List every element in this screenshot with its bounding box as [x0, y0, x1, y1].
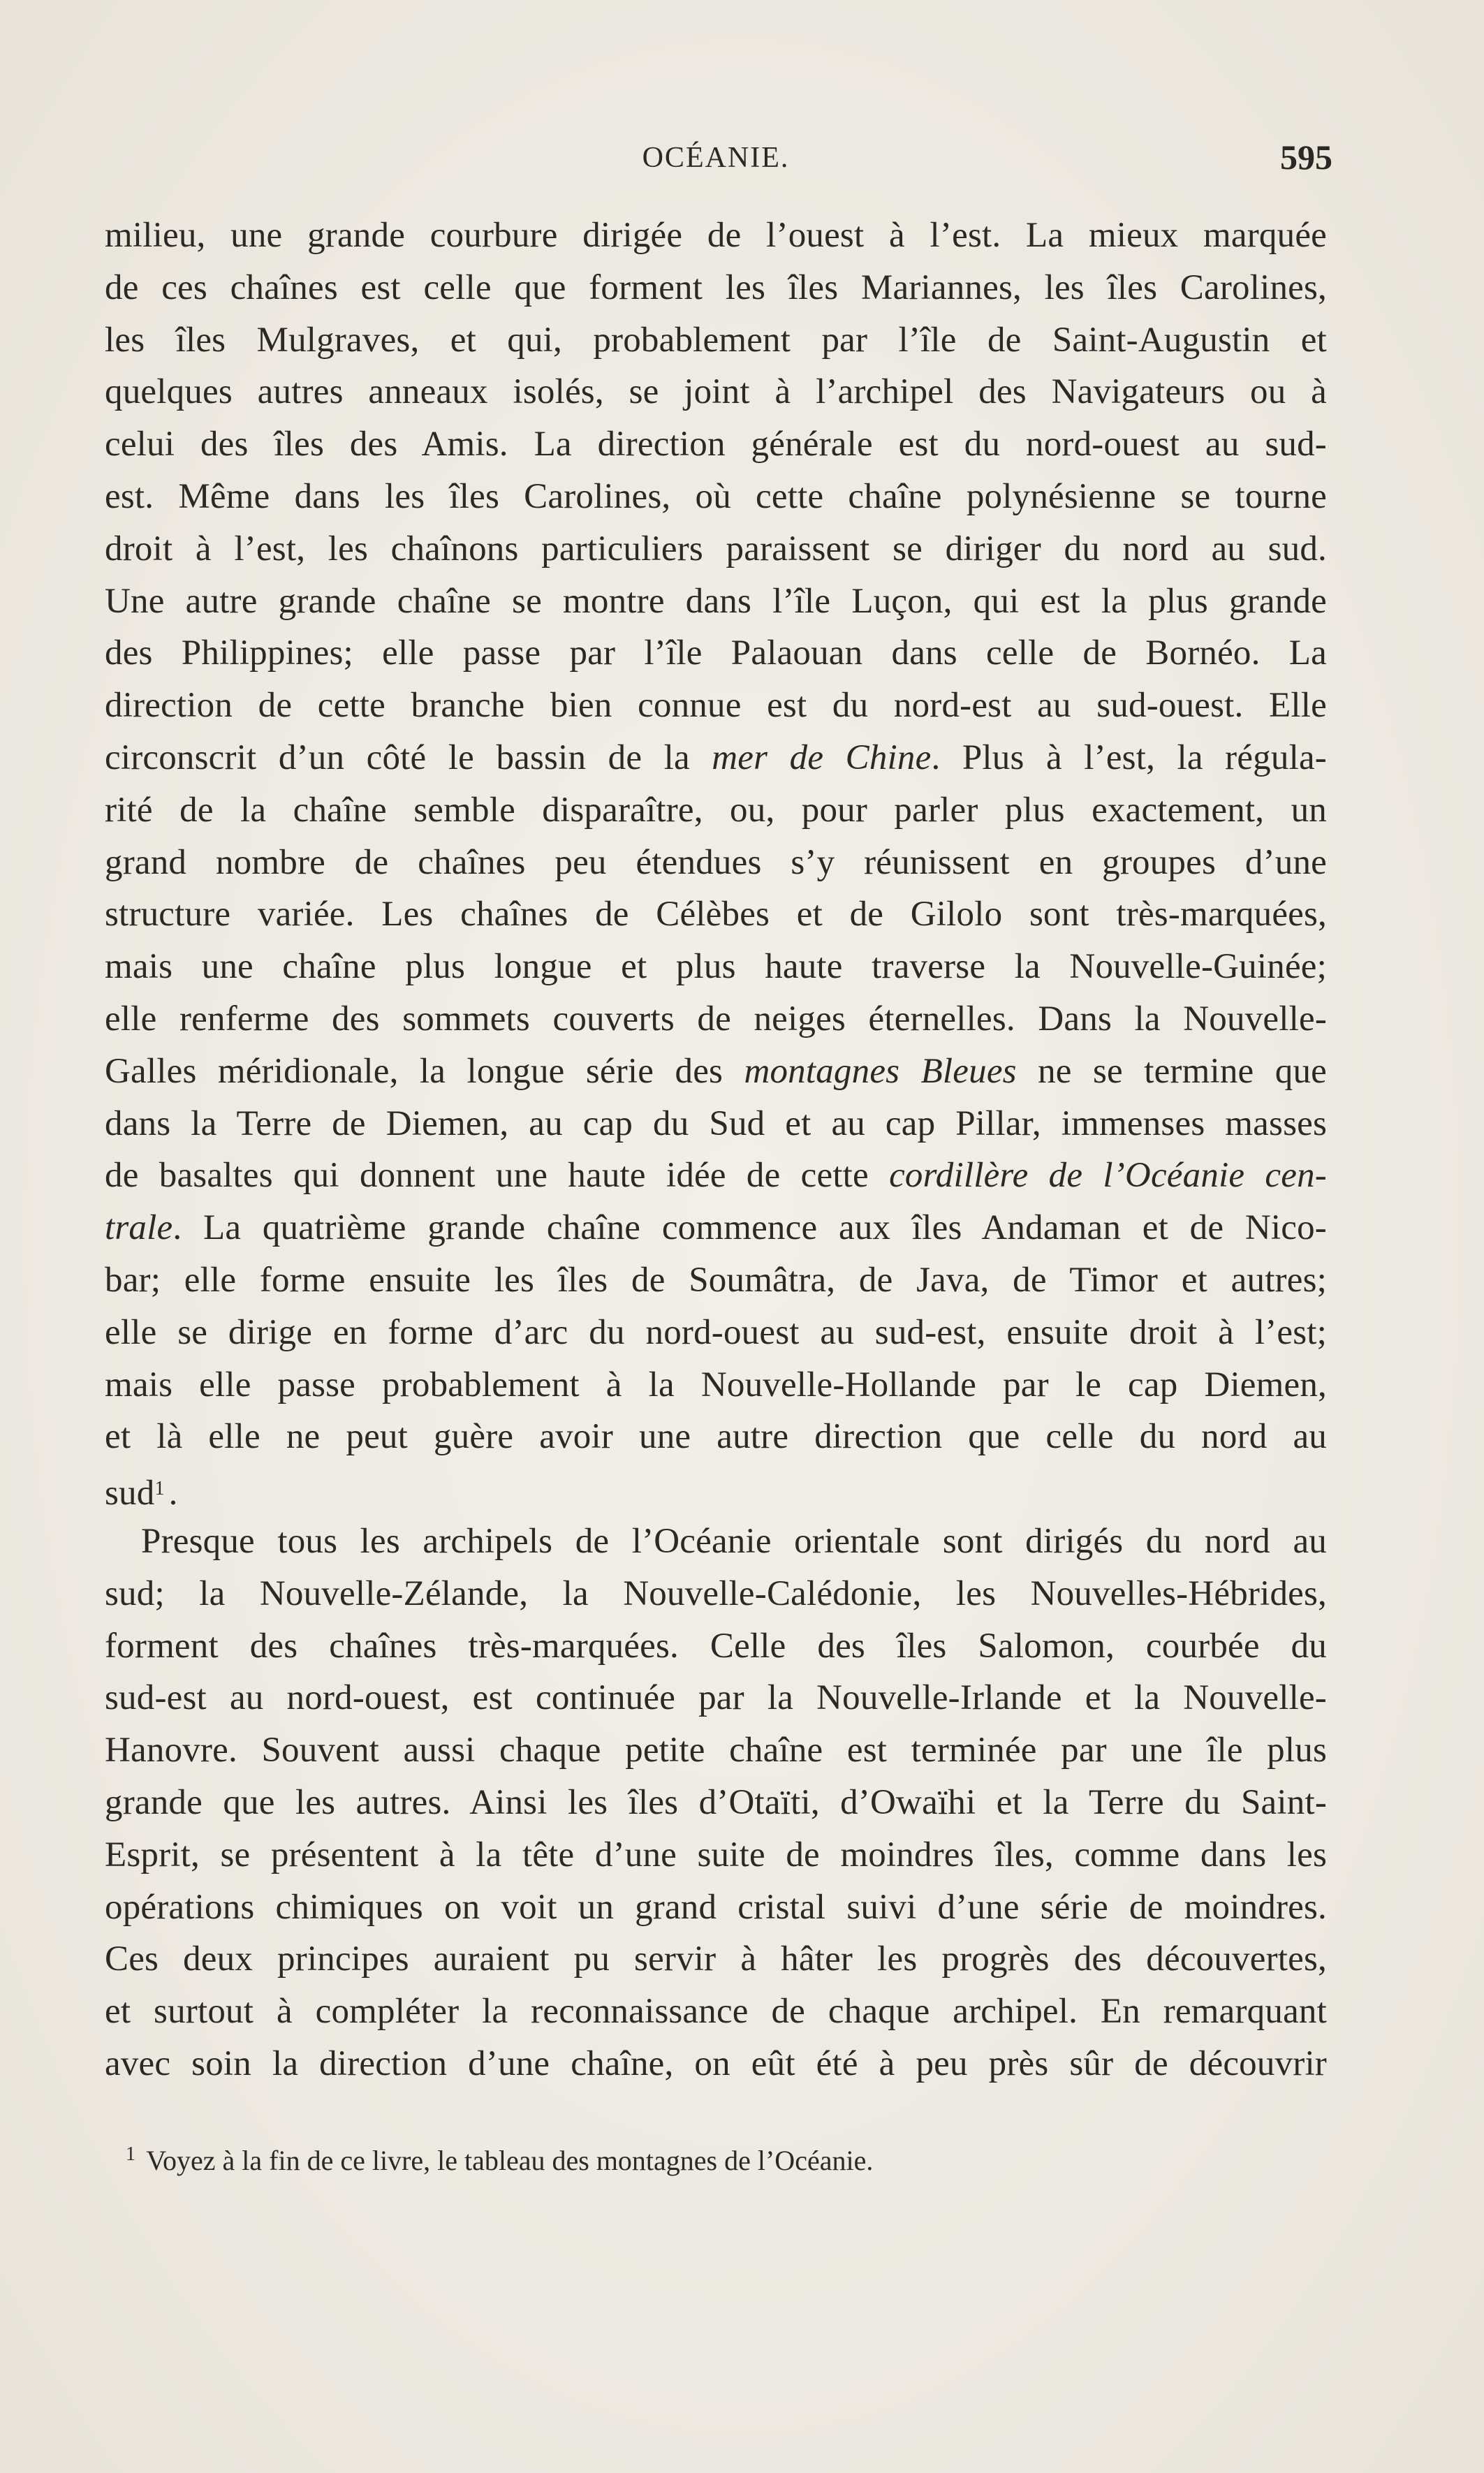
- text-segment: . Plus à l’est, la régula-: [931, 738, 1327, 777]
- footnote-marker: 1: [126, 2143, 135, 2165]
- text-line: [105, 1463, 1327, 1516]
- text-line: grande que les autres. Ainsi les îles d’Otaïti, d’Owaïhi et la Terre du Saint-: [105, 1782, 1327, 1822]
- text-line: rité de la chaîne semble disparaître, ou, pour parler plus exactement, un: [105, 790, 1327, 830]
- text-segment: sud: [105, 1474, 155, 1513]
- text-line: Ces deux principes auraient pu servir à hâter les progrès des découvertes,: [105, 1939, 1327, 1979]
- footnote: [126, 2134, 1327, 2182]
- text-line: est. Même dans les îles Carolines, où cette chaîne polynésienne se tourne: [105, 476, 1327, 516]
- text-segment: ne se termine que: [1016, 1051, 1327, 1091]
- italic-term: cordillère de l’Océanie cen-: [889, 1156, 1327, 1196]
- text-line: Hanovre. Souvent aussi chaque petite chaîne est terminée par une île plus: [105, 1731, 1327, 1770]
- text-line: droit à l’est, les chaînons particuliers paraissent se diriger du nord au sud.: [105, 529, 1327, 568]
- text-line: opérations chimiques on voit un grand cristal suivi d’une série de moindres.: [105, 1887, 1327, 1927]
- footnote-text: Voyez à la fin de ce livre, le tableau des montagnes de l’Océanie.: [146, 2145, 874, 2176]
- text-line: milieu, une grande courbure dirigée de l’ouest à l’est. La mieux marquée: [105, 216, 1327, 255]
- text-line: sud; la Nouvelle-Zélande, la Nouvelle-Calédonie, les Nouvelles-Hébrides,: [105, 1573, 1327, 1613]
- italic-term: montagnes Bleues: [744, 1051, 1017, 1091]
- text-segment: circonscrit d’un côté le bassin de la: [105, 738, 712, 777]
- text-line: structure variée. Les chaînes de Célèbes et de Gilolo sont très-marquées,: [105, 895, 1327, 934]
- text-line: et surtout à compléter la reconnaissance de chaque archipel. En remarquant: [105, 1992, 1327, 2032]
- text-segment: de basaltes qui donnent une haute idée de cette: [105, 1156, 890, 1196]
- text-line: dans la Terre de Diemen, au cap du Sud et au cap Pillar, immenses masses: [105, 1103, 1327, 1143]
- text-line: des Philippines; elle passe par l’île Palaouan dans celle de Bornéo. La: [105, 633, 1327, 673]
- text-line: [105, 1150, 1327, 1202]
- text-line: [105, 1045, 1327, 1098]
- text-line: Presque tous les archipels de l’Océanie orientale sont dirigés du nord au: [141, 1521, 1327, 1561]
- italic-term: mer de Chine: [712, 738, 932, 777]
- text-line: les îles Mulgraves, et qui, probablement par l’île de Saint-Augustin et: [105, 320, 1327, 360]
- text-line: direction de cette branche bien connue est du nord-est au sud-ouest. Elle: [105, 686, 1327, 726]
- text-line: sud-est au nord-ouest, est continuée par la Nouvelle-Irlande et la Nouvelle-: [105, 1678, 1327, 1718]
- text-segment: . La quatrième grande chaîne commence aux îles Andaman et de Nico-: [172, 1208, 1327, 1248]
- text-line: bar; elle forme ensuite les îles de Soumâtra, de Java, de Timor et autres;: [105, 1260, 1327, 1300]
- footnote-reference[interactable]: 1: [154, 1478, 165, 1500]
- text-line: elle se dirige en forme d’arc du nord-ouest au sud-est, ensuite droit à l’est;: [105, 1312, 1327, 1352]
- text-line: elle renferme des sommets couverts de neiges éternelles. Dans la Nouvelle-: [105, 999, 1327, 1039]
- text-line: Esprit, se présentent à la tête d’une suite de moindres îles, comme dans les: [105, 1835, 1327, 1874]
- text-line: [105, 732, 1327, 784]
- text-line: Une autre grande chaîne se montre dans l’île Luçon, qui est la plus grande: [105, 581, 1327, 621]
- text-line: et là elle ne peut guère avoir une autre direction que celle du nord au: [105, 1417, 1327, 1457]
- text-line: de ces chaînes est celle que forment les îles Mariannes, les îles Carolines,: [105, 267, 1327, 307]
- italic-term: trale: [105, 1208, 173, 1248]
- text-line: mais elle passe probablement à la Nouvelle-Hollande par le cap Diemen,: [105, 1365, 1327, 1404]
- text-segment: Galles méridionale, la longue série des: [105, 1051, 744, 1091]
- text-line: quelques autres anneaux isolés, se joint à l’archipel des Navigateurs ou à: [105, 372, 1327, 412]
- running-title: OCÉANIE.: [642, 142, 790, 174]
- text-line: avec soin la direction d’une chaîne, on eût été à peu près sûr de découvrir: [105, 2043, 1327, 2083]
- text-segment: .: [168, 1474, 178, 1513]
- text-line: [105, 1202, 1327, 1254]
- text-line: forment des chaînes très-marquées. Celle des îles Salomon, courbée du: [105, 1626, 1327, 1666]
- page-number: 595: [1280, 138, 1332, 177]
- text-line: grand nombre de chaînes peu étendues s’y réunissent en groupes d’une: [105, 842, 1327, 882]
- body-text: [105, 210, 1327, 2090]
- running-head: [105, 137, 1332, 179]
- text-line: mais une chaîne plus longue et plus haute traverse la Nouvelle-Guinée;: [105, 947, 1327, 987]
- text-line: celui des îles des Amis. La direction générale est du nord-ouest au sud-: [105, 425, 1327, 464]
